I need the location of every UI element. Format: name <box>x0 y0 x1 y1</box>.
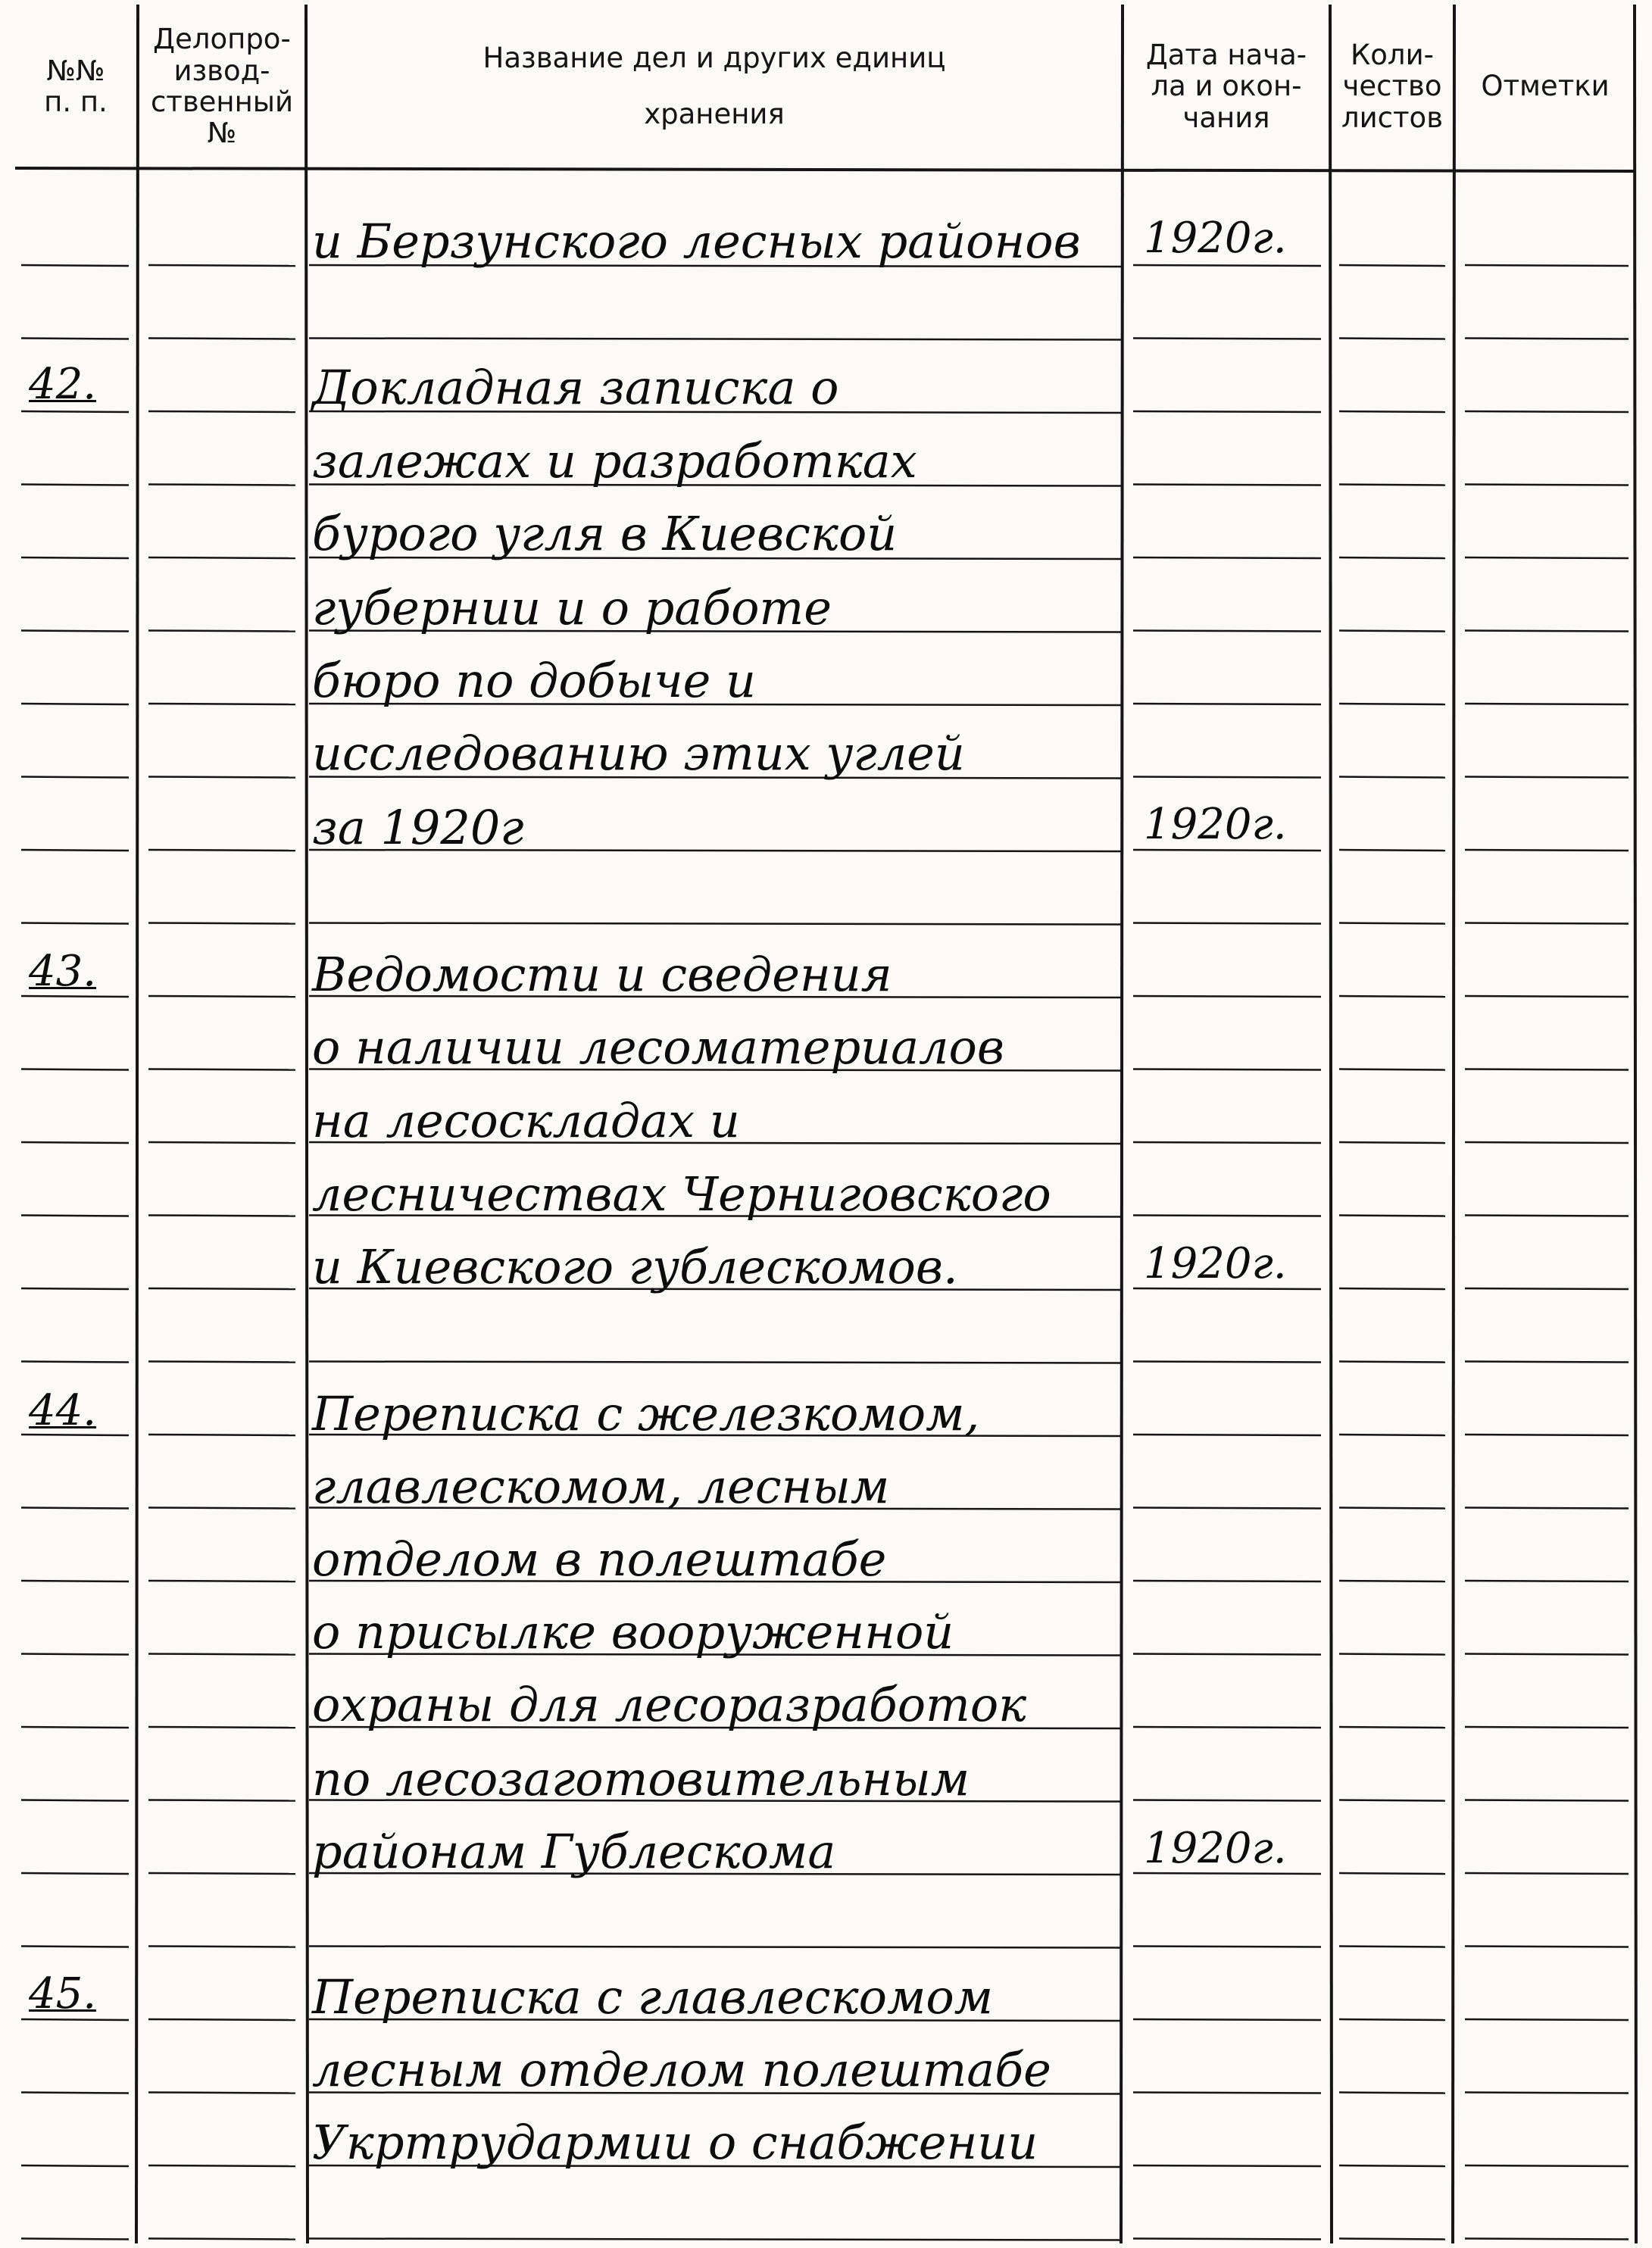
row-rule <box>1339 1654 1445 1655</box>
row-rule <box>21 1654 129 1655</box>
row-rule <box>148 996 295 997</box>
entry-title-line: Переписка с главлескомом <box>312 1969 994 2025</box>
row-rule <box>21 1069 129 1070</box>
entry-number: 43. <box>29 947 97 996</box>
row-rule <box>148 1800 295 1801</box>
row-rule <box>1133 2239 1321 2240</box>
column-rule <box>306 5 308 2243</box>
row-rule <box>1465 557 1629 558</box>
entry-date: 1920г. <box>1144 1239 1287 1288</box>
row-rule <box>1465 265 1629 266</box>
row-rule <box>21 1800 129 1801</box>
row-rule <box>1339 1142 1445 1143</box>
row-rule <box>1465 485 1629 486</box>
row-rule <box>1465 777 1629 778</box>
row-rule <box>148 557 295 558</box>
entry-title-line: отделом в полештабе <box>312 1531 887 1587</box>
row-rule <box>1339 1727 1445 1728</box>
row-rule <box>148 265 295 266</box>
row-rule <box>1133 996 1321 997</box>
row-rule <box>1465 996 1629 997</box>
row-rule <box>21 411 129 412</box>
row-rule <box>1465 1069 1629 1070</box>
row-rule <box>1339 2165 1445 2166</box>
row-rule <box>309 923 1121 925</box>
row-rule <box>1465 1288 1629 1289</box>
row-rule <box>1133 1288 1321 1289</box>
row-rule <box>21 1873 129 1874</box>
entry-title-line: районам Гублескома <box>312 1824 836 1879</box>
row-rule <box>21 996 129 997</box>
row-rule <box>21 557 129 558</box>
row-rule <box>1339 485 1445 486</box>
entry-title-line: и Киевского гублескомов. <box>312 1239 958 1294</box>
entry-date: 1920г. <box>1144 800 1287 849</box>
row-rule <box>1465 1800 1629 1801</box>
row-rule <box>148 1508 295 1509</box>
row-rule <box>1133 411 1321 412</box>
column-rule <box>1121 5 1123 2243</box>
column-rule <box>1453 5 1454 2243</box>
row-rule <box>1465 2019 1629 2020</box>
row-rule <box>1465 2165 1629 2166</box>
row-rule <box>309 2239 1121 2240</box>
row-rule <box>1339 2019 1445 2020</box>
header-col-title: Название дел и других единиц хранения <box>482 42 946 130</box>
row-rule <box>1133 265 1321 266</box>
row-rule <box>148 1654 295 1655</box>
entry-title-line: губернии и о работе <box>312 580 832 635</box>
entry-title-line: о наличии лесоматериалов <box>312 1019 1004 1075</box>
row-rule <box>1339 557 1445 558</box>
row-rule <box>1133 1362 1321 1363</box>
row-rule <box>21 2239 129 2240</box>
entry-title-line: лесным отделом полештабе <box>312 2042 1051 2097</box>
entry-title-line: Укртрудармии о снабжении <box>312 2115 1038 2170</box>
entry-title-line: исследованию этих углей <box>312 726 965 781</box>
row-rule <box>1339 1069 1445 1070</box>
row-rule <box>1465 1142 1629 1143</box>
row-rule <box>1339 850 1445 851</box>
row-rule <box>21 631 129 632</box>
entry-title-line: Переписка с железкомом, <box>312 1386 980 1441</box>
entry-title-line: о присылке вооруженной <box>312 1604 954 1659</box>
entry-title-line: за 1920г <box>312 800 524 855</box>
entry-number: 44. <box>29 1386 97 1435</box>
row-rule <box>148 1069 295 1070</box>
row-rule <box>148 923 295 924</box>
row-rule <box>1339 411 1445 412</box>
entry-title-line: главлескомом, лесным <box>312 1459 890 1514</box>
row-rule <box>1339 923 1445 924</box>
header-col-number: №№ п. п. <box>44 54 108 118</box>
entry-date: 1920г. <box>1144 1824 1287 1873</box>
entry-title-line: на лесоскладах и <box>312 1093 740 1148</box>
row-rule <box>1465 923 1629 924</box>
row-rule <box>1133 1654 1321 1655</box>
row-rule <box>1465 2239 1629 2240</box>
row-rule <box>1339 2239 1445 2240</box>
row-rule <box>1133 923 1321 924</box>
row-rule <box>21 2165 129 2166</box>
column-rule <box>1635 5 1636 2243</box>
row-rule <box>148 777 295 778</box>
row-rule <box>148 2019 295 2020</box>
column-rule <box>136 5 138 2243</box>
row-rule <box>1133 777 1321 778</box>
row-rule <box>1339 777 1445 778</box>
row-rule <box>309 1947 1121 1948</box>
entry-title-line: бюро по добыче и <box>312 653 756 708</box>
row-rule <box>21 2019 129 2020</box>
row-rule <box>21 923 129 924</box>
row-rule <box>21 1142 129 1143</box>
row-rule <box>148 2165 295 2166</box>
entry-title-line: Докладная записка о <box>312 360 839 415</box>
row-rule <box>21 265 129 266</box>
row-rule <box>148 2239 295 2240</box>
row-rule <box>1465 1508 1629 1509</box>
header-col-office-number: Делопро- извод- ственный № <box>150 23 294 150</box>
header-col-dates: Дата нача- ла и окон- чания <box>1145 38 1307 134</box>
header-col-sheets: Коли- чество листов <box>1341 38 1444 134</box>
row-rule <box>1339 1873 1445 1874</box>
row-rule <box>148 1873 295 1874</box>
header-col-notes: Отметки <box>1481 70 1610 103</box>
row-rule <box>1133 1800 1321 1801</box>
row-rule <box>1465 411 1629 412</box>
row-rule <box>148 411 295 412</box>
row-rule <box>1133 1142 1321 1143</box>
header-bottom-rule <box>15 168 1636 171</box>
row-rule <box>1133 2165 1321 2166</box>
row-rule <box>148 485 295 486</box>
row-rule <box>148 1727 295 1728</box>
entry-title-line: залежах и разработках <box>312 433 917 489</box>
entry-title-line: лесничествах Черниговского <box>312 1166 1051 1222</box>
row-rule <box>21 485 129 486</box>
row-rule <box>1465 1362 1629 1363</box>
entry-number: 42. <box>29 360 97 409</box>
row-rule <box>1133 1508 1321 1509</box>
row-rule <box>21 850 129 851</box>
row-rule <box>1133 557 1321 558</box>
row-rule <box>148 1142 295 1143</box>
row-rule <box>148 1288 295 1289</box>
row-rule <box>1133 631 1321 632</box>
row-rule <box>1339 1508 1445 1509</box>
row-rule <box>148 631 295 632</box>
row-rule <box>1339 1288 1445 1289</box>
row-rule <box>21 1288 129 1289</box>
row-rule <box>1133 850 1321 851</box>
entry-date: 1920г. <box>1144 214 1287 263</box>
row-rule <box>309 339 1121 340</box>
entry-title-line: и Берзунского лесных районов <box>312 214 1081 269</box>
entry-title-line: охраны для лесоразработок <box>312 1677 1027 1732</box>
row-rule <box>148 850 295 851</box>
row-rule <box>1339 1800 1445 1801</box>
row-rule <box>21 1362 129 1363</box>
row-rule <box>1133 485 1321 486</box>
row-rule <box>1465 631 1629 632</box>
column-rule <box>1330 5 1332 2243</box>
row-rule <box>1465 850 1629 851</box>
row-rule <box>1339 631 1445 632</box>
entry-title-line: бурого угля в Киевской <box>312 506 898 561</box>
row-rule <box>1465 1873 1629 1874</box>
row-rule <box>21 777 129 778</box>
entry-title-line: Ведомости и сведения <box>312 947 892 1002</box>
row-rule <box>1465 1727 1629 1728</box>
entry-number: 45. <box>29 1969 97 2019</box>
row-rule <box>1133 2019 1321 2020</box>
row-rule <box>1133 1727 1321 1728</box>
row-rule <box>1339 1362 1445 1363</box>
row-rule <box>1133 1873 1321 1874</box>
row-rule <box>1339 996 1445 997</box>
row-rule <box>309 1362 1121 1363</box>
entry-title-line: по лесозаготовительным <box>312 1751 970 1806</box>
row-rule <box>21 1508 129 1509</box>
row-rule <box>1339 265 1445 266</box>
row-rule <box>21 1727 129 1728</box>
row-rule <box>1133 1069 1321 1070</box>
row-rule <box>1465 1654 1629 1655</box>
row-rule <box>148 1362 295 1363</box>
